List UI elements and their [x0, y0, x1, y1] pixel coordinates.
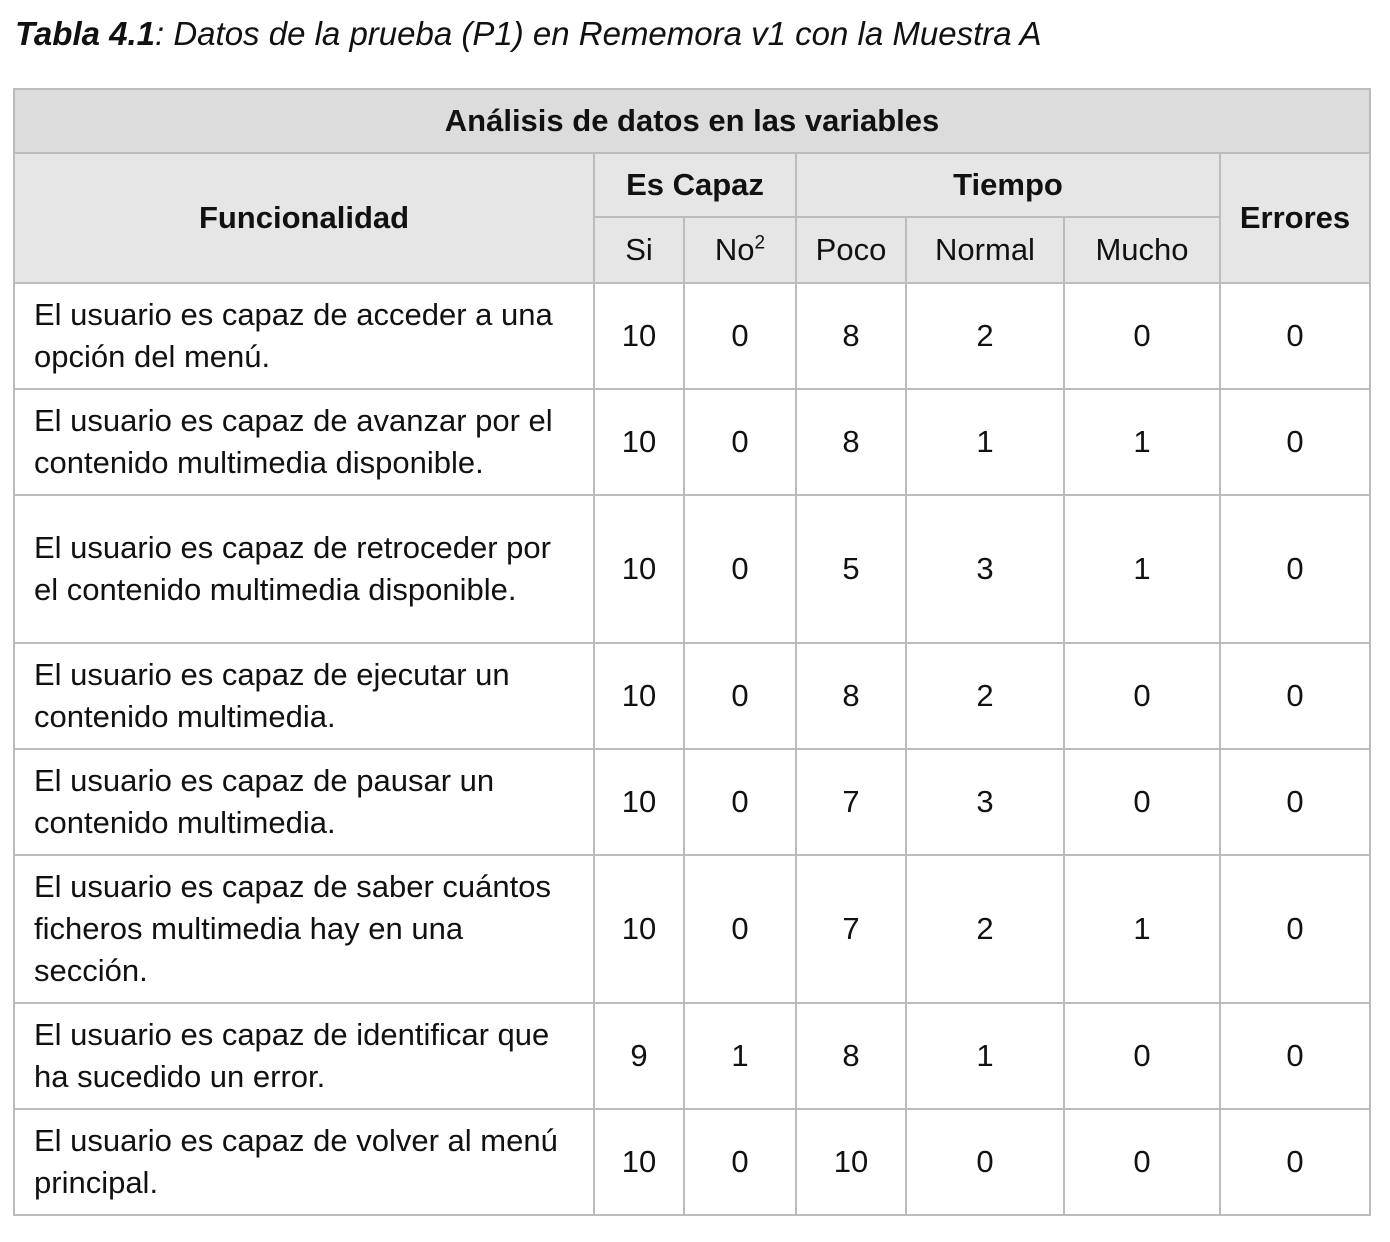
funcionalidad-cell: El usuario es capaz de identificar que ha sucedido un error. [14, 1003, 594, 1109]
errores-cell: 0 [1220, 643, 1370, 749]
header-mucho: Mucho [1064, 217, 1220, 283]
caption-text: : Datos de la prueba (P1) en Rememora v1 con la Muestra A [155, 15, 1042, 52]
header-funcionalidad: Funcionalidad [14, 153, 594, 283]
mucho-cell: 0 [1064, 283, 1220, 389]
header-es-capaz: Es Capaz [594, 153, 796, 217]
table-row [14, 749, 1370, 855]
funcionalidad-cell: El usuario es capaz de volver al menú principal. [14, 1109, 594, 1215]
mucho-cell: 1 [1064, 855, 1220, 1003]
header-tiempo: Tiempo [796, 153, 1220, 217]
mucho-cell: 0 [1064, 643, 1220, 749]
si-cell: 9 [594, 1003, 684, 1109]
poco-cell: 8 [796, 283, 906, 389]
no-cell: 0 [684, 389, 796, 495]
errores-cell: 0 [1220, 749, 1370, 855]
table-row [14, 495, 1370, 643]
errores-cell: 0 [1220, 495, 1370, 643]
poco-cell: 8 [796, 389, 906, 495]
si-cell: 10 [594, 855, 684, 1003]
no-cell: 0 [684, 495, 796, 643]
funcionalidad-cell: El usuario es capaz de acceder a una opción del menú. [14, 283, 594, 389]
poco-cell: 8 [796, 1003, 906, 1109]
header-si: Si [594, 217, 684, 283]
normal-cell: 3 [906, 495, 1064, 643]
group-header-row [14, 153, 1370, 217]
errores-cell: 0 [1220, 855, 1370, 1003]
no-cell: 0 [684, 855, 796, 1003]
poco-cell: 8 [796, 643, 906, 749]
poco-cell: 7 [796, 749, 906, 855]
poco-cell: 10 [796, 1109, 906, 1215]
si-cell: 10 [594, 389, 684, 495]
table-row [14, 283, 1370, 389]
si-cell: 10 [594, 1109, 684, 1215]
no-cell: 0 [684, 1109, 796, 1215]
normal-cell: 2 [906, 855, 1064, 1003]
header-errores: Errores [1220, 153, 1370, 283]
funcionalidad-cell: El usuario es capaz de retroceder por el contenido multimedia disponible. [14, 495, 594, 643]
normal-cell: 0 [906, 1109, 1064, 1215]
table-title-row [14, 89, 1370, 153]
funcionalidad-cell: El usuario es capaz de pausar un contenido multimedia. [14, 749, 594, 855]
normal-cell: 2 [906, 643, 1064, 749]
table-caption [15, 12, 1042, 56]
caption-label: Tabla 4.1 [15, 15, 156, 52]
funcionalidad-cell: El usuario es capaz de saber cuántos ficheros multimedia hay en una sección. [14, 855, 594, 1003]
no-cell: 0 [684, 643, 796, 749]
table-row [14, 855, 1370, 1003]
no-cell: 0 [684, 749, 796, 855]
poco-cell: 5 [796, 495, 906, 643]
mucho-cell: 0 [1064, 749, 1220, 855]
table-row [14, 1003, 1370, 1109]
normal-cell: 3 [906, 749, 1064, 855]
errores-cell: 0 [1220, 283, 1370, 389]
header-poco: Poco [796, 217, 906, 283]
footnote-marker: 2 [754, 232, 766, 254]
table-row [14, 389, 1370, 495]
si-cell: 10 [594, 643, 684, 749]
errores-cell: 0 [1220, 1109, 1370, 1215]
normal-cell: 2 [906, 283, 1064, 389]
errores-cell: 0 [1220, 389, 1370, 495]
normal-cell: 1 [906, 389, 1064, 495]
mucho-cell: 0 [1064, 1003, 1220, 1109]
mucho-cell: 1 [1064, 389, 1220, 495]
table-row [14, 643, 1370, 749]
errores-cell: 0 [1220, 1003, 1370, 1109]
si-cell: 10 [594, 495, 684, 643]
funcionalidad-cell: El usuario es capaz de avanzar por el contenido multimedia disponible. [14, 389, 594, 495]
no-cell: 0 [684, 283, 796, 389]
table-title: Análisis de datos en las variables [14, 89, 1370, 153]
mucho-cell: 0 [1064, 1109, 1220, 1215]
results-table [13, 88, 1371, 1216]
poco-cell: 7 [796, 855, 906, 1003]
si-cell: 10 [594, 749, 684, 855]
no-cell: 1 [684, 1003, 796, 1109]
si-cell: 10 [594, 283, 684, 389]
header-normal: Normal [906, 217, 1064, 283]
header-no-cell [684, 217, 796, 283]
table-row [14, 1109, 1370, 1215]
header-no: No [714, 232, 755, 267]
funcionalidad-cell: El usuario es capaz de ejecutar un contenido multimedia. [14, 643, 594, 749]
normal-cell: 1 [906, 1003, 1064, 1109]
mucho-cell: 1 [1064, 495, 1220, 643]
